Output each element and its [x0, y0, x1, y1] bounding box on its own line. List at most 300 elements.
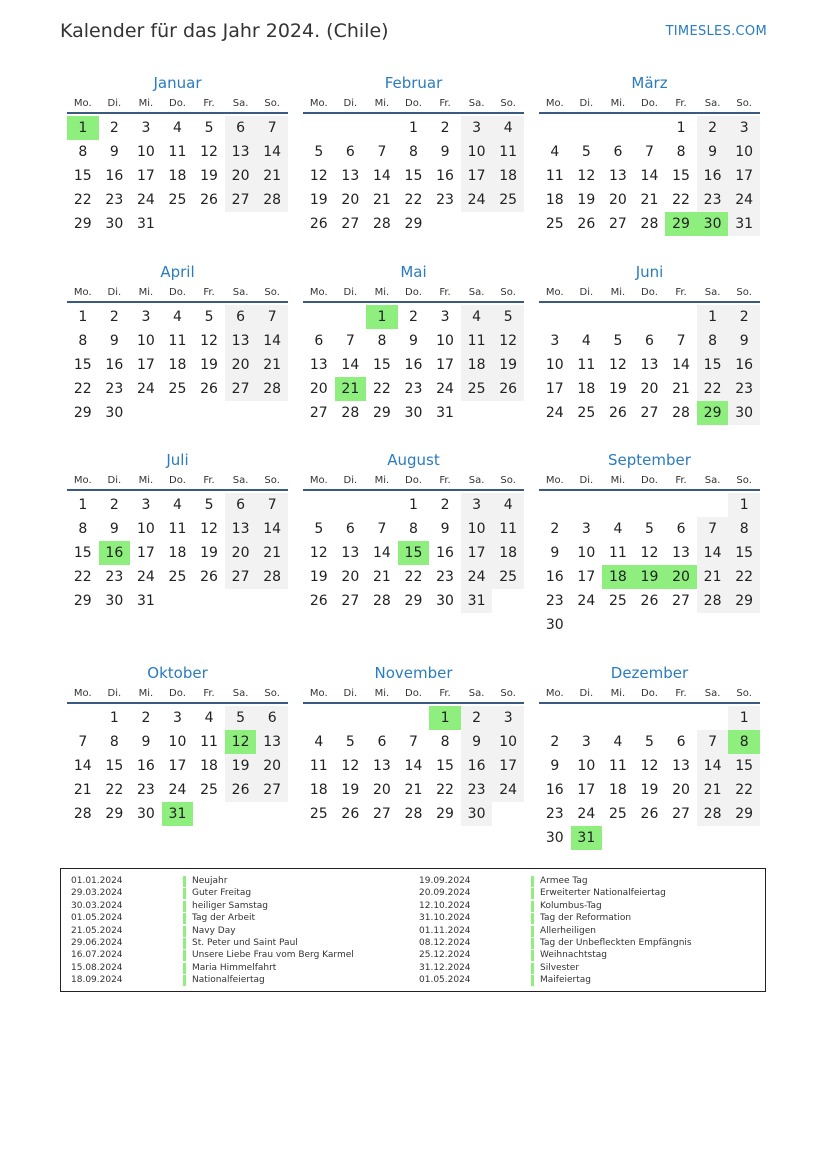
month-mai — [303, 261, 524, 425]
weekday-label: Di. — [107, 688, 122, 699]
weekday-label: So. — [500, 688, 516, 699]
empty-cell — [335, 305, 367, 329]
day-cell: 17 — [461, 164, 493, 188]
holiday-day-cell: 1 — [67, 116, 99, 140]
day-cell: 13 — [341, 545, 360, 561]
day-cell: 10 — [728, 140, 760, 164]
day-cell: 4 — [581, 333, 591, 349]
day-cell: 12 — [608, 357, 627, 373]
weekday-label: Di. — [343, 475, 358, 486]
days-grid — [67, 116, 288, 236]
weekday-label: Mo. — [545, 475, 564, 486]
days-grid — [67, 305, 288, 425]
day-cell: 9 — [550, 545, 560, 561]
weekday-label: Do. — [169, 98, 186, 109]
weekday-label: So. — [264, 98, 280, 109]
legend-holiday-name: Kolumbus-Tag — [540, 900, 602, 911]
day-cell: 16 — [136, 758, 155, 774]
day-cell: 8 — [78, 333, 88, 349]
day-cell: 19 — [640, 782, 659, 798]
day-cell: 3 — [141, 497, 151, 513]
legend-date: 01.05.2024 — [71, 913, 123, 924]
day-cell: 18 — [545, 192, 564, 208]
day-cell: 27 — [372, 806, 391, 822]
day-cell: 8 — [377, 333, 387, 349]
weekday-label: Di. — [107, 287, 122, 298]
day-cell: 4 — [613, 734, 623, 750]
day-cell: 14 — [404, 758, 423, 774]
day-cell: 13 — [225, 329, 257, 353]
day-cell: 20 — [309, 381, 328, 397]
day-cell: 1 — [697, 305, 729, 329]
day-cell: 20 — [225, 164, 257, 188]
day-cell: 6 — [676, 734, 686, 750]
day-cell: 13 — [341, 168, 360, 184]
day-cell: 21 — [372, 569, 391, 585]
weekday-label: Sa. — [704, 287, 721, 298]
legend-date: 29.03.2024 — [71, 888, 123, 899]
day-cell: 5 — [314, 521, 324, 537]
legend-date: 21.05.2024 — [71, 925, 123, 936]
empty-cell — [539, 706, 571, 730]
day-cell: 11 — [492, 140, 524, 164]
month-februar — [303, 72, 524, 236]
day-cell: 26 — [225, 778, 257, 802]
holiday-legend — [60, 868, 766, 992]
day-cell: 16 — [545, 782, 564, 798]
day-cell: 23 — [136, 782, 155, 798]
month-name: März — [631, 74, 668, 92]
day-cell: 24 — [136, 569, 155, 585]
day-cell: 2 — [728, 305, 760, 329]
legend-holiday-name: Weihnachtstag — [540, 950, 607, 961]
day-cell: 22 — [372, 381, 391, 397]
day-cell: 31 — [436, 405, 454, 421]
day-cell: 14 — [672, 357, 690, 373]
day-cell: 16 — [436, 168, 454, 184]
weekday-label: Di. — [107, 98, 122, 109]
empty-cell — [335, 706, 367, 730]
day-cell: 25 — [168, 381, 187, 397]
weekday-label: Mi. — [610, 475, 626, 486]
weekday-label: Sa. — [704, 688, 721, 699]
day-cell: 15 — [105, 758, 124, 774]
weekday-label: Mi. — [138, 475, 154, 486]
day-cell: 3 — [141, 309, 151, 325]
weekday-label: Sa. — [468, 475, 485, 486]
weekday-label: Di. — [579, 688, 594, 699]
weekday-label: Sa. — [468, 688, 485, 699]
month-name: Dezember — [610, 664, 689, 682]
day-cell: 24 — [136, 192, 155, 208]
holiday-day-cell: 1 — [429, 706, 461, 730]
day-cell: 3 — [550, 333, 560, 349]
legend-marker — [531, 901, 534, 912]
weekday-label: Mi. — [374, 475, 390, 486]
day-cell: 1 — [78, 309, 88, 325]
day-cell: 8 — [78, 521, 88, 537]
day-cell: 13 — [672, 545, 690, 561]
day-cell: 2 — [550, 521, 560, 537]
day-cell: 12 — [309, 545, 328, 561]
day-cell: 1 — [109, 710, 119, 726]
day-cell: 30 — [436, 593, 454, 609]
legend-date: 25.12.2024 — [419, 950, 471, 961]
day-cell: 17 — [492, 754, 524, 778]
day-cell: 15 — [73, 357, 92, 373]
day-cell: 3 — [492, 706, 524, 730]
day-cell: 14 — [372, 545, 391, 561]
empty-cell — [303, 493, 335, 517]
legend-holiday-name: Armee Tag — [540, 876, 588, 886]
day-cell: 2 — [141, 710, 151, 726]
day-cell: 25 — [200, 782, 218, 798]
day-cell: 15 — [728, 754, 760, 778]
weekday-label: Di. — [579, 287, 594, 298]
day-cell: 20 — [372, 782, 391, 798]
holiday-day-cell: 19 — [634, 565, 666, 589]
day-cell: 15 — [73, 168, 92, 184]
page-title: Kalender für das Jahr 2024. (Chile) — [60, 20, 389, 42]
day-cell: 31 — [136, 216, 155, 232]
day-cell: 23 — [105, 381, 124, 397]
day-cell: 9 — [440, 521, 450, 537]
day-cell: 5 — [345, 734, 355, 750]
day-cell: 21 — [697, 778, 729, 802]
day-cell: 10 — [168, 734, 187, 750]
weekday-label: So. — [500, 287, 516, 298]
weekday-label: Do. — [641, 287, 658, 298]
day-cell: 3 — [461, 116, 493, 140]
day-cell: 20 — [225, 541, 257, 565]
holiday-day-cell: 12 — [225, 730, 257, 754]
day-cell: 31 — [728, 212, 760, 236]
empty-cell — [303, 116, 335, 140]
day-cell: 29 — [728, 802, 760, 826]
weekday-label: So. — [500, 475, 516, 486]
day-cell: 3 — [728, 116, 760, 140]
weekday-label: Do. — [641, 98, 658, 109]
day-cell: 15 — [372, 357, 391, 373]
day-cell: 22 — [697, 377, 729, 401]
holiday-day-cell: 29 — [697, 401, 729, 425]
month-name: Februar — [384, 74, 443, 92]
weekday-label: Di. — [579, 475, 594, 486]
weekday-label: Mo. — [545, 688, 564, 699]
day-cell: 7 — [345, 333, 355, 349]
weekday-label: Mo. — [309, 287, 328, 298]
day-cell: 2 — [440, 120, 450, 136]
day-cell: 8 — [409, 521, 418, 537]
legend-date: 29.06.2024 — [71, 937, 123, 948]
holiday-day-cell: 31 — [571, 826, 603, 850]
day-cell: 20 — [640, 381, 659, 397]
days-grid — [539, 706, 760, 850]
day-cell: 28 — [697, 589, 729, 613]
legend-holiday-name: Neujahr — [192, 876, 228, 886]
weekday-label: Do. — [405, 98, 422, 109]
day-cell: 10 — [136, 521, 155, 537]
weekday-header — [539, 96, 760, 114]
day-cell: 24 — [577, 593, 596, 609]
day-cell: 20 — [341, 569, 360, 585]
day-cell: 28 — [73, 806, 92, 822]
empty-cell — [634, 706, 666, 730]
day-cell: 22 — [73, 381, 92, 397]
day-cell: 6 — [225, 493, 257, 517]
day-cell: 26 — [309, 593, 328, 609]
day-cell: 6 — [314, 333, 324, 349]
legend-holiday-name: Guter Freitag — [192, 888, 252, 899]
day-cell: 20 — [341, 192, 360, 208]
legend-holiday-name: Allerheiligen — [540, 925, 596, 936]
day-cell: 18 — [168, 168, 187, 184]
empty-cell — [398, 706, 430, 730]
day-cell: 10 — [492, 730, 524, 754]
day-cell: 22 — [672, 192, 690, 208]
day-cell: 5 — [581, 144, 591, 160]
empty-cell — [539, 116, 571, 140]
day-cell: 22 — [73, 192, 92, 208]
day-cell: 19 — [309, 569, 328, 585]
weekday-label: Do. — [405, 287, 422, 298]
empty-cell — [366, 116, 398, 140]
weekday-label: Fr. — [203, 688, 215, 699]
weekday-label: Mo. — [73, 688, 92, 699]
weekday-label: Fr. — [675, 98, 687, 109]
day-cell: 2 — [109, 309, 119, 325]
day-cell: 7 — [377, 521, 387, 537]
month-name: Januar — [153, 74, 202, 92]
empty-cell — [697, 706, 729, 730]
day-cell: 11 — [200, 734, 218, 750]
day-cell: 9 — [109, 333, 119, 349]
site-link[interactable]: TIMESLES.COM — [665, 24, 767, 39]
day-cell: 2 — [109, 120, 119, 136]
day-cell: 22 — [105, 782, 124, 798]
day-cell: 12 — [341, 758, 360, 774]
empty-cell — [571, 706, 603, 730]
day-cell: 5 — [204, 120, 214, 136]
day-cell: 30 — [404, 405, 423, 421]
empty-cell — [602, 493, 634, 517]
day-cell: 7 — [645, 144, 654, 160]
day-cell: 1 — [78, 497, 88, 513]
month-name: August — [387, 451, 440, 469]
day-cell: 16 — [105, 168, 124, 184]
legend-date: 01.11.2024 — [419, 925, 471, 936]
day-cell: 24 — [436, 381, 454, 397]
month-name: November — [374, 664, 453, 682]
weekday-label: Di. — [343, 98, 358, 109]
legend-marker — [183, 876, 186, 887]
day-cell: 25 — [545, 216, 564, 232]
day-cell: 3 — [173, 710, 182, 726]
day-cell: 24 — [728, 188, 760, 212]
legend-holiday-name: Nationalfeiertag — [192, 975, 265, 986]
day-cell: 2 — [550, 734, 560, 750]
day-cell: 9 — [109, 521, 119, 537]
weekday-header — [539, 473, 760, 491]
empty-cell — [366, 706, 398, 730]
day-cell: 2 — [409, 309, 418, 325]
day-cell: 6 — [377, 734, 387, 750]
day-cell: 17 — [436, 357, 454, 373]
legend-marker — [183, 975, 186, 986]
empty-cell — [366, 493, 398, 517]
weekday-label: Do. — [169, 688, 186, 699]
weekday-label: Sa. — [232, 287, 249, 298]
day-cell: 6 — [225, 305, 257, 329]
weekday-label: So. — [500, 98, 516, 109]
day-cell: 10 — [577, 545, 596, 561]
day-cell: 4 — [173, 120, 182, 136]
day-cell: 20 — [256, 754, 288, 778]
day-cell: 5 — [314, 144, 324, 160]
month-name: September — [608, 451, 691, 469]
day-cell: 27 — [309, 405, 328, 421]
empty-cell — [665, 706, 697, 730]
day-cell: 7 — [409, 734, 418, 750]
day-cell: 18 — [577, 381, 596, 397]
day-cell: 29 — [105, 806, 124, 822]
day-cell: 11 — [168, 521, 187, 537]
day-cell: 12 — [200, 521, 218, 537]
day-cell: 17 — [577, 782, 596, 798]
day-cell: 10 — [545, 357, 564, 373]
day-cell: 7 — [256, 305, 288, 329]
day-cell: 18 — [309, 782, 328, 798]
holiday-day-cell: 21 — [335, 377, 367, 401]
day-cell: 7 — [697, 517, 729, 541]
day-cell: 10 — [136, 144, 155, 160]
day-cell: 4 — [613, 521, 623, 537]
day-cell: 3 — [581, 734, 591, 750]
day-cell: 22 — [436, 782, 454, 798]
day-cell: 21 — [404, 782, 423, 798]
holiday-day-cell: 20 — [665, 565, 697, 589]
day-cell: 7 — [256, 116, 288, 140]
day-cell: 5 — [225, 706, 257, 730]
day-cell: 19 — [492, 353, 524, 377]
day-cell: 29 — [73, 593, 92, 609]
empty-cell — [634, 305, 666, 329]
month-september — [539, 449, 760, 637]
day-cell: 25 — [461, 377, 493, 401]
weekday-label: So. — [736, 287, 752, 298]
empty-cell — [67, 706, 99, 730]
legend-date: 12.10.2024 — [419, 900, 471, 911]
day-cell: 23 — [436, 569, 454, 585]
empty-cell — [571, 116, 603, 140]
empty-cell — [665, 493, 697, 517]
legend-holiday-name: Silvester — [540, 962, 580, 973]
day-cell: 2 — [697, 116, 729, 140]
weekday-label: Mi. — [374, 688, 390, 699]
day-cell: 7 — [697, 730, 729, 754]
month-name: Juli — [166, 451, 189, 469]
legend-marker — [183, 963, 186, 974]
empty-cell — [665, 305, 697, 329]
day-cell: 6 — [645, 333, 654, 349]
weekday-label: Di. — [343, 688, 358, 699]
day-cell: 3 — [141, 120, 151, 136]
month-name: April — [160, 263, 195, 281]
day-cell: 4 — [204, 710, 214, 726]
day-cell: 10 — [436, 333, 454, 349]
weekday-label: Mi. — [610, 98, 626, 109]
day-cell: 28 — [640, 216, 659, 232]
legend-holiday-name: Tag der Unbefleckten Empfängnis — [540, 937, 692, 948]
day-cell: 23 — [436, 192, 454, 208]
day-cell: 10 — [461, 517, 493, 541]
day-cell: 15 — [728, 541, 760, 565]
day-cell: 17 — [461, 541, 493, 565]
day-cell: 13 — [372, 758, 391, 774]
weekday-label: Sa. — [704, 98, 721, 109]
day-cell: 17 — [136, 357, 155, 373]
empty-cell — [303, 305, 335, 329]
weekday-label: Fr. — [203, 475, 215, 486]
day-cell: 13 — [225, 517, 257, 541]
day-cell: 30 — [545, 617, 564, 633]
holiday-day-cell: 29 — [665, 212, 697, 236]
day-cell: 14 — [73, 758, 92, 774]
day-cell: 28 — [697, 802, 729, 826]
day-cell: 29 — [73, 405, 92, 421]
day-cell: 28 — [372, 216, 391, 232]
day-cell: 19 — [341, 782, 360, 798]
legend-date: 08.12.2024 — [419, 937, 471, 948]
day-cell: 4 — [550, 144, 560, 160]
day-cell: 11 — [492, 517, 524, 541]
weekday-label: So. — [736, 98, 752, 109]
legend-holiday-name: St. Peter und Saint Paul — [192, 937, 298, 948]
legend-holiday-name: Tag der Arbeit — [192, 913, 256, 924]
legend-marker — [531, 963, 534, 974]
legend-marker — [183, 926, 186, 937]
days-grid — [303, 116, 524, 236]
legend-holiday-name: heiliger Samstag — [192, 900, 268, 911]
day-cell: 23 — [697, 188, 729, 212]
month-august — [303, 449, 524, 613]
weekday-header — [303, 686, 524, 704]
day-cell: 21 — [640, 192, 659, 208]
day-cell: 13 — [309, 357, 328, 373]
day-cell: 11 — [608, 545, 627, 561]
day-cell: 26 — [492, 377, 524, 401]
day-cell: 12 — [640, 758, 659, 774]
day-cell: 24 — [461, 188, 493, 212]
day-cell: 30 — [105, 216, 124, 232]
day-cell: 31 — [461, 589, 493, 613]
day-cell: 7 — [377, 144, 387, 160]
weekday-label: Mi. — [610, 287, 626, 298]
holiday-day-cell: 8 — [728, 730, 760, 754]
day-cell: 15 — [404, 168, 423, 184]
day-cell: 14 — [256, 329, 288, 353]
legend-holiday-name: Maifeiertag — [540, 975, 591, 986]
weekday-label: Mo. — [73, 475, 92, 486]
day-cell: 27 — [256, 778, 288, 802]
day-cell: 21 — [73, 782, 92, 798]
month-juli — [67, 449, 288, 613]
day-cell: 8 — [440, 734, 450, 750]
weekday-label: Fr. — [439, 475, 451, 486]
day-cell: 24 — [461, 565, 493, 589]
day-cell: 1 — [728, 493, 760, 517]
empty-cell — [602, 305, 634, 329]
